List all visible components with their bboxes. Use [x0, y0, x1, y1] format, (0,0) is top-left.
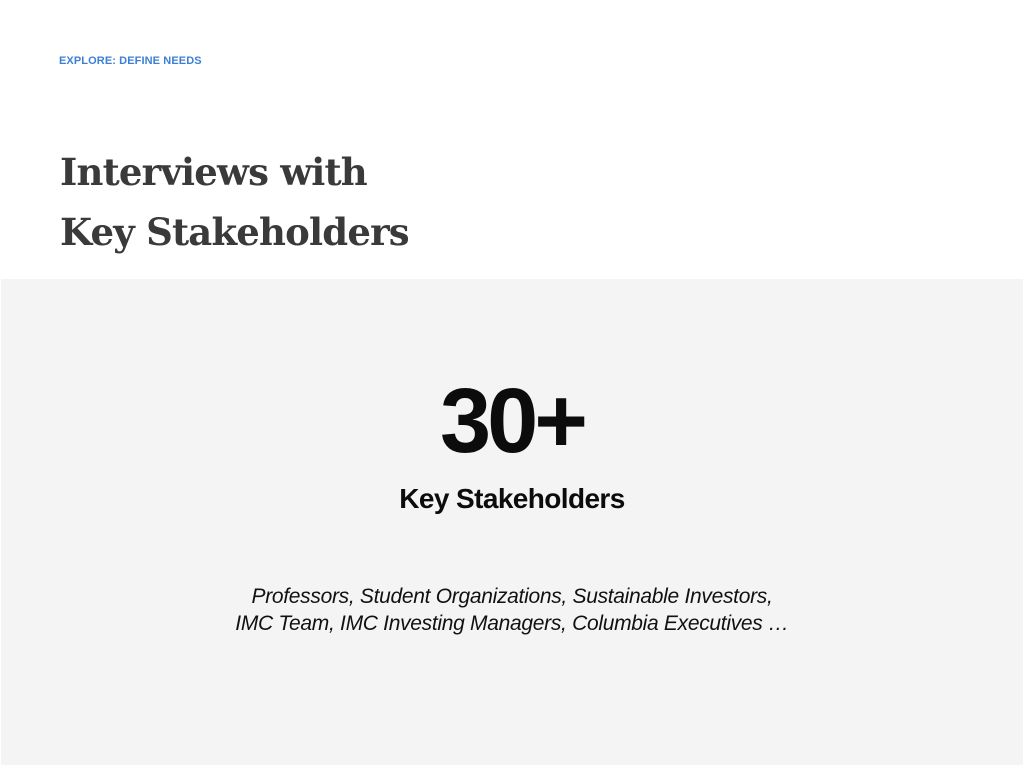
- stat-label: Key Stakeholders: [399, 483, 625, 514]
- slide-header: [0, 0, 1024, 279]
- slide-title-line-1: Interviews with: [60, 150, 367, 194]
- stat-number: 30+: [439, 370, 585, 472]
- content-panel: [1, 279, 1023, 765]
- slide-title-line-2: Key Stakeholders: [60, 210, 409, 254]
- stakeholder-list-line-1: Professors, Student Organizations, Sustainable Investors,: [251, 585, 773, 608]
- stakeholder-list-line-2: IMC Team, IMC Investing Managers, Columbia Executives …: [235, 612, 789, 635]
- section-label: EXPLORE: DEFINE NEEDS: [59, 55, 202, 67]
- slide-title: [60, 142, 409, 262]
- stakeholder-list: [1, 583, 1023, 637]
